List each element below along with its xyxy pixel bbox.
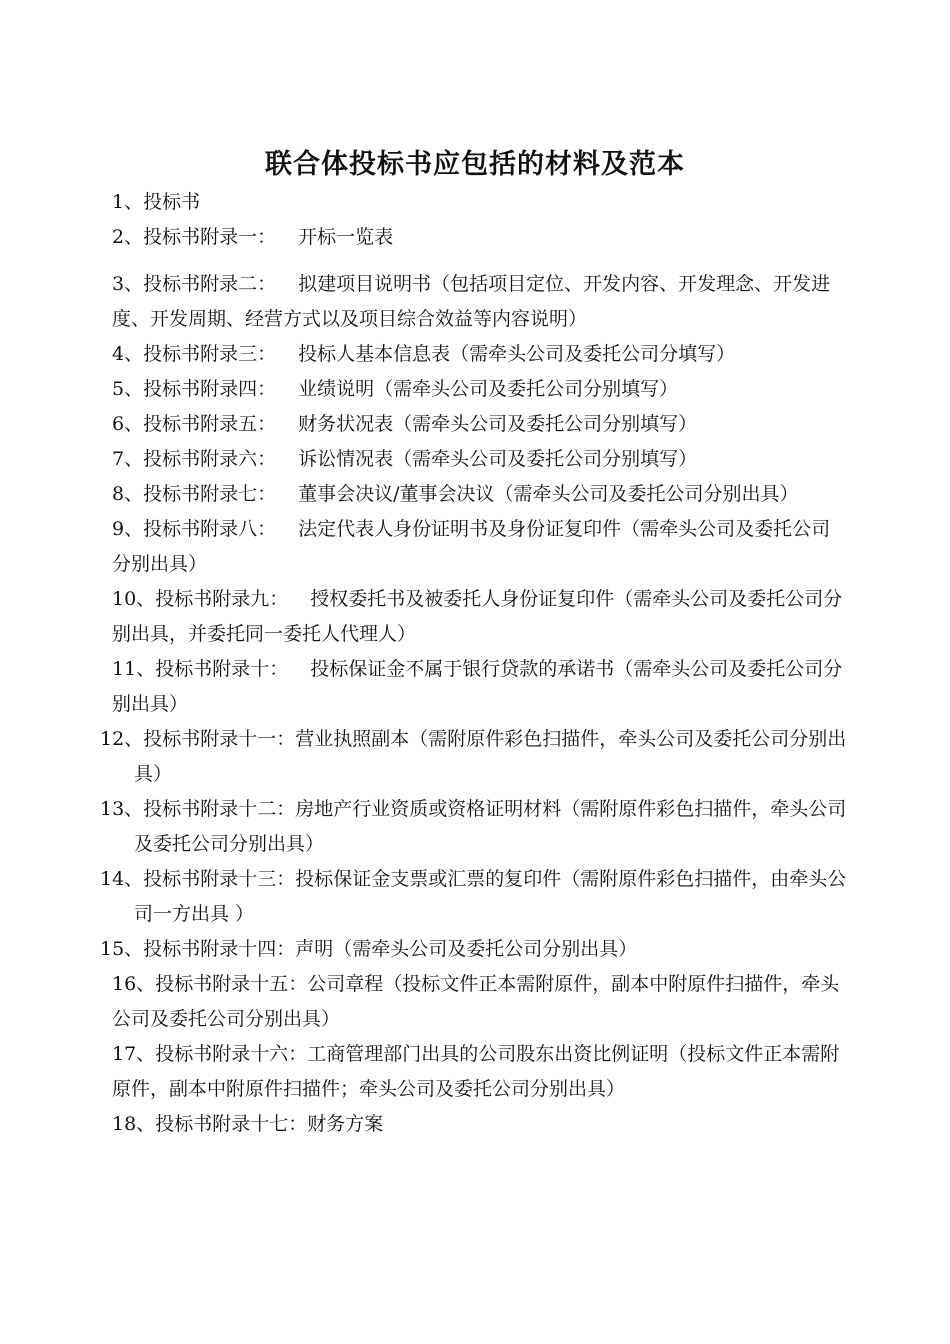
item-label: 投标书附录六： <box>143 448 277 470</box>
item-description: 财务状况表（需牵头公司及委托公司分别填写） <box>298 413 698 435</box>
item-description: 授权委托书及被委托人身份证复印件（需牵头公司及委托公司分别出具，并委托同一委托人代理人） <box>112 588 843 645</box>
item-description: 营业执照副本（需附原件彩色扫描件，牵头公司及委托公司分别出具） <box>134 728 847 785</box>
item-number: 8、 <box>112 483 144 505</box>
item-label: 投标书附录十二： <box>143 798 296 820</box>
item-description: 声明（需牵头公司及委托公司分别出具） <box>295 938 638 960</box>
list-item-8 <box>112 477 847 512</box>
list-item-14 <box>100 862 847 932</box>
item-number: 2、 <box>112 226 144 248</box>
item-label: 投标书附录七： <box>143 483 277 505</box>
item-label: 投标书附录十六： <box>155 1043 308 1065</box>
item-number: 16、 <box>112 973 156 995</box>
item-number: 14、 <box>100 868 144 890</box>
list-item-2 <box>112 220 847 255</box>
item-number: 12、 <box>100 728 144 750</box>
item-label: 投标书附录二： <box>143 273 277 295</box>
list-item-17 <box>112 1037 847 1107</box>
list-item-11 <box>112 652 847 722</box>
document-title: 联合体投标书应包括的材料及范本 <box>265 149 685 180</box>
item-label: 投标书 <box>143 191 201 213</box>
list-item-18 <box>112 1107 847 1142</box>
item-number: 6、 <box>112 413 144 435</box>
item-description: 开标一览表 <box>298 226 394 248</box>
item-number: 10、 <box>112 588 156 610</box>
item-description: 投标保证金不属于银行贷款的承诺书（需牵头公司及委托公司分别出具） <box>112 658 843 715</box>
list-item-16 <box>112 967 847 1037</box>
item-label: 投标书附录九： <box>155 588 289 610</box>
list-item-6 <box>112 407 847 442</box>
item-number: 18、 <box>112 1113 156 1135</box>
item-description: 诉讼情况表（需牵头公司及委托公司分别填写） <box>298 448 698 470</box>
item-description: 董事会决议/董事会决议（需牵头公司及委托公司分别出具） <box>298 483 799 505</box>
item-number: 17、 <box>112 1043 156 1065</box>
item-number: 15、 <box>100 938 144 960</box>
item-label: 投标书附录十一： <box>143 728 296 750</box>
item-number: 9、 <box>112 518 144 540</box>
item-label: 投标书附录八： <box>143 518 277 540</box>
list-item-12 <box>100 722 847 792</box>
item-description: 公司章程（投标文件正本需附原件，副本中附原件扫描件，牵头公司及委托公司分别出具） <box>112 973 840 1030</box>
item-description: 财务方案 <box>307 1113 384 1135</box>
item-number: 5、 <box>112 378 144 400</box>
item-label: 投标书附录三： <box>143 343 277 365</box>
item-number: 1、 <box>112 191 144 213</box>
item-description: 投标保证金支票或汇票的复印件（需附原件彩色扫描件，由牵头公司一方出具 ） <box>134 868 847 925</box>
list-item-1 <box>112 185 847 220</box>
item-description: 业绩说明（需牵头公司及委托公司分别填写） <box>298 378 679 400</box>
item-description: 法定代表人身份证明书及身份证复印件（需牵头公司及委托公司分别出具） <box>112 518 831 575</box>
list-item-5 <box>112 372 847 407</box>
item-number: 4、 <box>112 343 144 365</box>
item-description: 工商管理部门出具的公司股东出资比例证明（投标文件正本需附原件，副本中附原件扫描件；牵头公司及委托公司分别出具） <box>112 1043 840 1100</box>
list-item-9 <box>112 512 847 582</box>
item-label: 投标书附录十四： <box>143 938 296 960</box>
item-description: 房地产行业资质或资格证明材料（需附原件彩色扫描件，牵头公司及委托公司分别出具） <box>134 798 847 855</box>
list-item-7 <box>112 442 847 477</box>
item-number: 13、 <box>100 798 144 820</box>
materials-list <box>100 185 847 1142</box>
list-item-3 <box>112 267 847 337</box>
item-number: 11、 <box>112 658 156 680</box>
item-label: 投标书附录十五： <box>155 973 308 995</box>
item-description: 拟建项目说明书（包括项目定位、开发内容、开发理念、开发进度、开发周期、经营方式以及项目综合效益等内容说明） <box>112 273 831 330</box>
list-item-10 <box>112 582 847 652</box>
list-item-13 <box>100 792 847 862</box>
item-label: 投标书附录十三： <box>143 868 296 890</box>
item-label: 投标书附录十七： <box>155 1113 308 1135</box>
item-label: 投标书附录五： <box>143 413 277 435</box>
list-item-15 <box>100 932 847 967</box>
item-label: 投标书附录四： <box>143 378 277 400</box>
item-number: 3、 <box>112 273 144 295</box>
item-label: 投标书附录十： <box>155 658 289 680</box>
item-label: 投标书附录一： <box>143 226 277 248</box>
item-description: 投标人基本信息表（需牵头公司及委托公司分填写） <box>298 343 736 365</box>
list-item-4 <box>112 337 847 372</box>
item-number: 7、 <box>112 448 144 470</box>
